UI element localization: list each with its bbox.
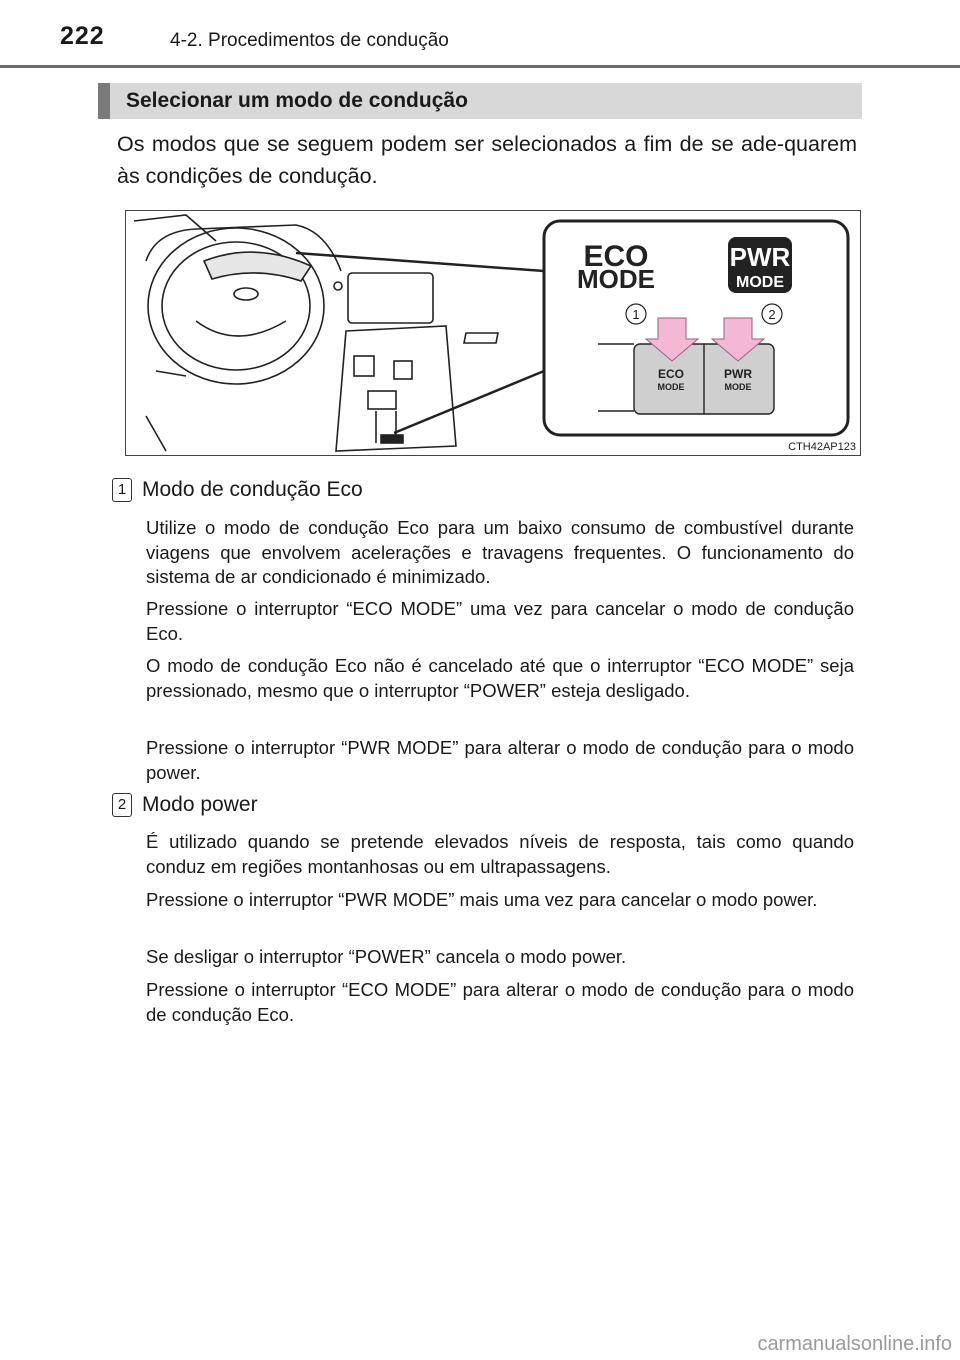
item-2-title: Modo power xyxy=(142,793,258,816)
item-2-heading xyxy=(112,793,258,817)
item-1-heading xyxy=(112,478,363,502)
button-eco-line2: MODE xyxy=(657,382,685,392)
button-pwr-line2: MODE xyxy=(724,382,752,392)
callout-2: 2 xyxy=(768,307,776,322)
item-1-paragraph-3: O modo de condução Eco não é cancelado até que o interruptor “ECO MODE” seja pressionado, mesmo que o interruptor “POWER” esteja desligado. xyxy=(146,655,854,701)
dashboard-illustration xyxy=(126,211,860,455)
item-2-paragraph-3: Se desligar o interruptor “POWER” cancela o modo power. xyxy=(146,946,627,967)
pwr-mode-label-line2: MODE xyxy=(736,274,784,291)
item-2-paragraph-1: É utilizado quando se pretende elevados níveis de resposta, tais como quando conduz em regiões montanhosas ou em ultrapassagens. xyxy=(146,831,854,877)
item-1-paragraph-4: Pressione o interruptor “PWR MODE” para alterar o modo de condução para o modo power. xyxy=(146,737,854,783)
item-1-number: 1 xyxy=(112,478,132,502)
section-title: Selecionar um modo de condução xyxy=(126,89,468,112)
eco-mode-label-line1: ECO xyxy=(583,240,649,273)
header-divider xyxy=(0,65,960,68)
button-pwr-line1: PWR xyxy=(724,367,752,381)
item-1-title: Modo de condução Eco xyxy=(142,478,363,501)
item-2-number: 2 xyxy=(112,793,132,817)
intro-paragraph: Os modos que se seguem podem ser selecionados a fim de se ade-quarem às condições de condução. xyxy=(117,132,857,188)
callout-1: 1 xyxy=(632,307,640,322)
watermark: carmanualsonline.info xyxy=(757,1333,952,1355)
item-2-paragraph-2: Pressione o interruptor “PWR MODE” mais uma vez para cancelar o modo power. xyxy=(146,889,818,910)
section-title-bar xyxy=(98,83,862,119)
page-number: 222 xyxy=(60,22,105,50)
section-header: 4-2. Procedimentos de condução xyxy=(170,30,449,51)
eco-mode-label-line2: MODE xyxy=(577,264,655,294)
figure-code: CTH42AP123 xyxy=(788,441,856,453)
item-1-paragraph-1: Utilize o modo de condução Eco para um baixo consumo de combustível durante viagens que envolvem acelerações e travagens frequentes. O funcionamento do sistema de ar condicionado é minimizado. xyxy=(146,517,854,587)
item-1-paragraph-2: Pressione o interruptor “ECO MODE” uma vez para cancelar o modo de condução Eco. xyxy=(146,598,854,644)
button-eco-line1: ECO xyxy=(657,367,685,381)
item-2-paragraph-4: Pressione o interruptor “ECO MODE” para alterar o modo de condução para o modo de condução Eco. xyxy=(146,979,854,1025)
pwr-mode-label-line1: PWR xyxy=(729,242,791,272)
dashboard-figure xyxy=(125,210,861,456)
